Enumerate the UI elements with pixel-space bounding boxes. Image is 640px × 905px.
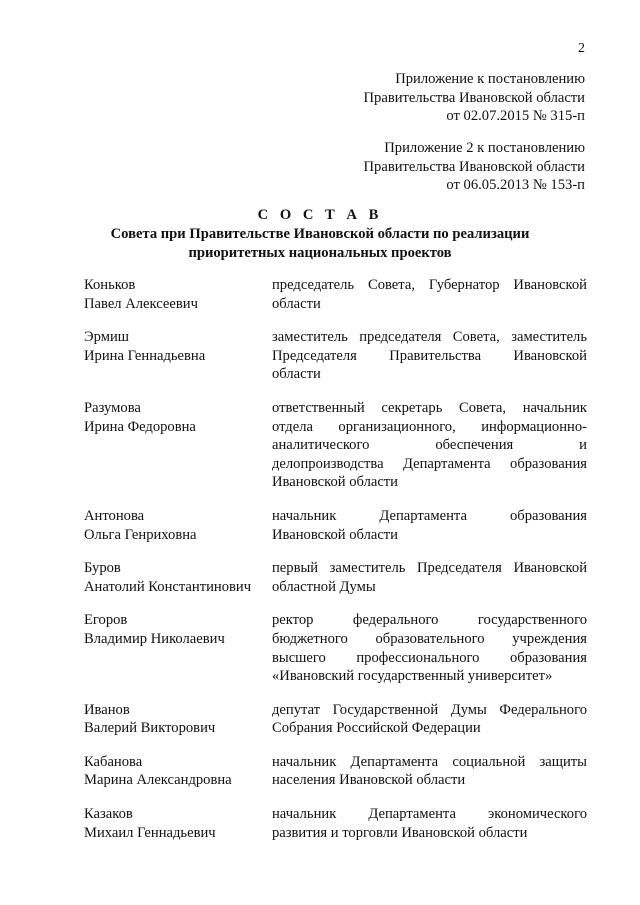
appendix-2-line-3: от 06.05.2013 № 153-п <box>446 177 585 194</box>
member-name <box>84 611 272 685</box>
member-role-line: ответственный секретарь Совета, начальник <box>272 399 587 416</box>
member-role-line: председатель Совета, Губернатор Ивановской <box>272 277 587 293</box>
member-row <box>84 328 587 384</box>
appendix-1-line-1: Приложение к постановлению <box>395 71 585 87</box>
member-role <box>272 701 587 738</box>
member-surname: Антонова <box>84 507 145 524</box>
member-given-names: Владимир Николаевич <box>84 630 225 647</box>
member-given-names: Павел Алексеевич <box>84 295 198 312</box>
member-role-line: отдела организационного, информационно- <box>272 418 587 435</box>
member-role <box>272 328 587 384</box>
member-name <box>84 701 272 738</box>
appendix-2-line-1: Приложение 2 к постановлению <box>384 140 585 156</box>
member-name <box>84 559 272 596</box>
member-surname: Разумова <box>84 399 141 416</box>
member-surname: Буров <box>84 560 121 577</box>
member-row <box>84 276 587 313</box>
member-surname: Коньков <box>84 277 136 293</box>
appendix-1-line-2: Правительства Ивановской области <box>363 89 585 106</box>
member-role <box>272 559 587 596</box>
member-row <box>84 559 587 596</box>
member-role <box>272 611 587 685</box>
member-given-names: Марина Александровна <box>84 772 232 789</box>
appendix-1-line-3: от 02.07.2015 № 315-п <box>446 108 585 125</box>
members-list <box>84 276 587 842</box>
member-surname: Эрмиш <box>84 329 129 346</box>
member-row <box>84 507 587 544</box>
member-row <box>84 701 587 738</box>
member-given-names: Ирина Федоровна <box>84 418 196 435</box>
member-given-names: Ольга Генриховна <box>84 526 197 543</box>
member-name <box>84 399 272 492</box>
document-title <box>50 206 590 263</box>
member-row <box>84 805 587 842</box>
member-row <box>84 753 587 790</box>
member-surname: Иванов <box>84 701 130 718</box>
title-line-3: приоритетных национальных проектов <box>188 245 452 261</box>
member-name <box>84 507 272 544</box>
member-role-line: Председателя Правительства Ивановской <box>272 347 587 364</box>
member-role-line: области <box>272 366 321 383</box>
member-role-line: Ивановской области <box>272 526 398 543</box>
member-surname: Кабанова <box>84 753 143 770</box>
member-role <box>272 507 587 544</box>
member-role <box>272 276 587 313</box>
member-surname: Казаков <box>84 806 133 823</box>
member-role-line: первый заместитель Председателя Ивановской <box>272 560 587 577</box>
member-role-line: начальник Департамента социальной защиты <box>272 753 587 770</box>
member-role-line: развития и торговли Ивановской области <box>272 824 528 841</box>
member-role-line: населения Ивановской области <box>272 772 466 789</box>
member-role <box>272 399 587 492</box>
member-role-line: аналитического обеспечения и <box>272 437 587 454</box>
member-name <box>84 805 272 842</box>
appendix-header-1 <box>364 70 585 126</box>
member-role-line: начальник Департамента образования <box>272 507 587 524</box>
member-given-names: Михаил Геннадьевич <box>84 824 216 841</box>
member-role-line: заместитель председателя Совета, заместитель <box>272 329 587 346</box>
member-role-line: областной Думы <box>272 578 376 595</box>
member-role-line: высшего профессионального образования <box>272 649 587 666</box>
page-number: 2 <box>578 41 585 56</box>
member-role <box>272 805 587 842</box>
member-role-line: делопроизводства Департамента образования <box>272 455 587 472</box>
member-name <box>84 328 272 384</box>
member-row <box>84 399 587 492</box>
member-role-line: ректор федерального государственного <box>272 612 587 629</box>
appendix-2-line-2: Правительства Ивановской области <box>363 158 585 175</box>
member-row <box>84 611 587 685</box>
member-name <box>84 276 272 313</box>
title-line-2: Совета при Правительстве Ивановской области по реализации <box>110 226 530 242</box>
member-role-line: начальник Департамента экономического <box>272 806 587 823</box>
member-role-line: депутат Государственной Думы Федерального <box>272 701 587 718</box>
member-given-names: Анатолий Константинович <box>84 578 252 595</box>
member-role-line: «Ивановский государственный университет» <box>272 668 553 685</box>
member-name <box>84 753 272 790</box>
member-surname: Егоров <box>84 612 128 629</box>
member-role-line: Собрания Российской Федерации <box>272 720 481 737</box>
appendix-header-2 <box>364 139 585 195</box>
member-given-names: Валерий Викторович <box>84 720 216 737</box>
title-main: С О С Т А В <box>257 207 383 223</box>
member-role <box>272 753 587 790</box>
member-role-line: Ивановской области <box>272 474 398 491</box>
member-role-line: области <box>272 295 321 312</box>
member-given-names: Ирина Геннадьевна <box>84 347 206 364</box>
member-role-line: бюджетного образовательного учреждения <box>272 630 587 647</box>
